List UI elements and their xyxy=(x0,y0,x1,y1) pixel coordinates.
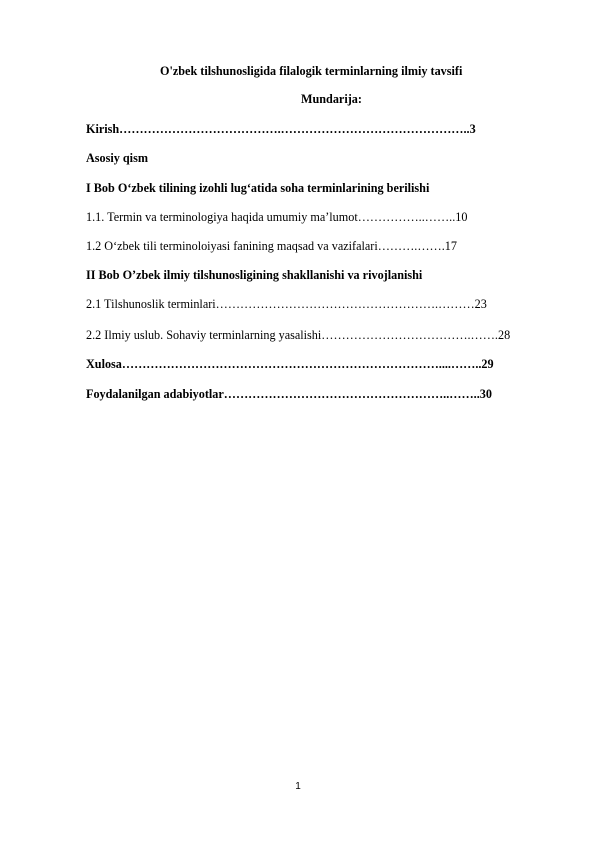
toc-entry-conclusion: Xulosa……………………………………………………………………....……..29 xyxy=(86,357,494,371)
document-title: O'zbek tilshunosligida filalogik terminlarning ilmiy tavsifi xyxy=(160,64,463,78)
page-number: 1 xyxy=(295,781,301,792)
toc-entry-introduction: Kirish………………………………….………………………………………..3 xyxy=(86,122,476,136)
toc-entry-main-part: Asosiy qism xyxy=(86,151,148,165)
toc-entry-chapter-1: I Bob O‘zbek tilining izohli lug‘atida soha terminlarining berilishi xyxy=(86,181,430,195)
toc-entry-references: Foydalanilgan adabiyotlar………………………………………………..……..30 xyxy=(86,387,492,401)
toc-entry-section-2-1: 2.1 Tilshunoslik terminlari……………………………………………….………23 xyxy=(86,297,487,311)
toc-entry-chapter-2: II Bob O’zbek ilmiy tilshunosligining shakllanishi va rivojlanishi xyxy=(86,268,423,282)
toc-entry-section-1-1: 1.1. Termin va terminologiya haqida umumiy ma’lumot……………..……..10 xyxy=(86,210,468,224)
toc-entry-section-1-2: 1.2 O‘zbek tili terminoloiyasi fanining maqsad va vazifalari……….…….17 xyxy=(86,239,457,253)
contents-heading: Mundarija: xyxy=(301,92,362,106)
toc-entry-section-2-2: 2.2 Ilmiy uslub. Sohaviy terminlarning yasalishi……………………………….…….28 xyxy=(86,328,511,342)
